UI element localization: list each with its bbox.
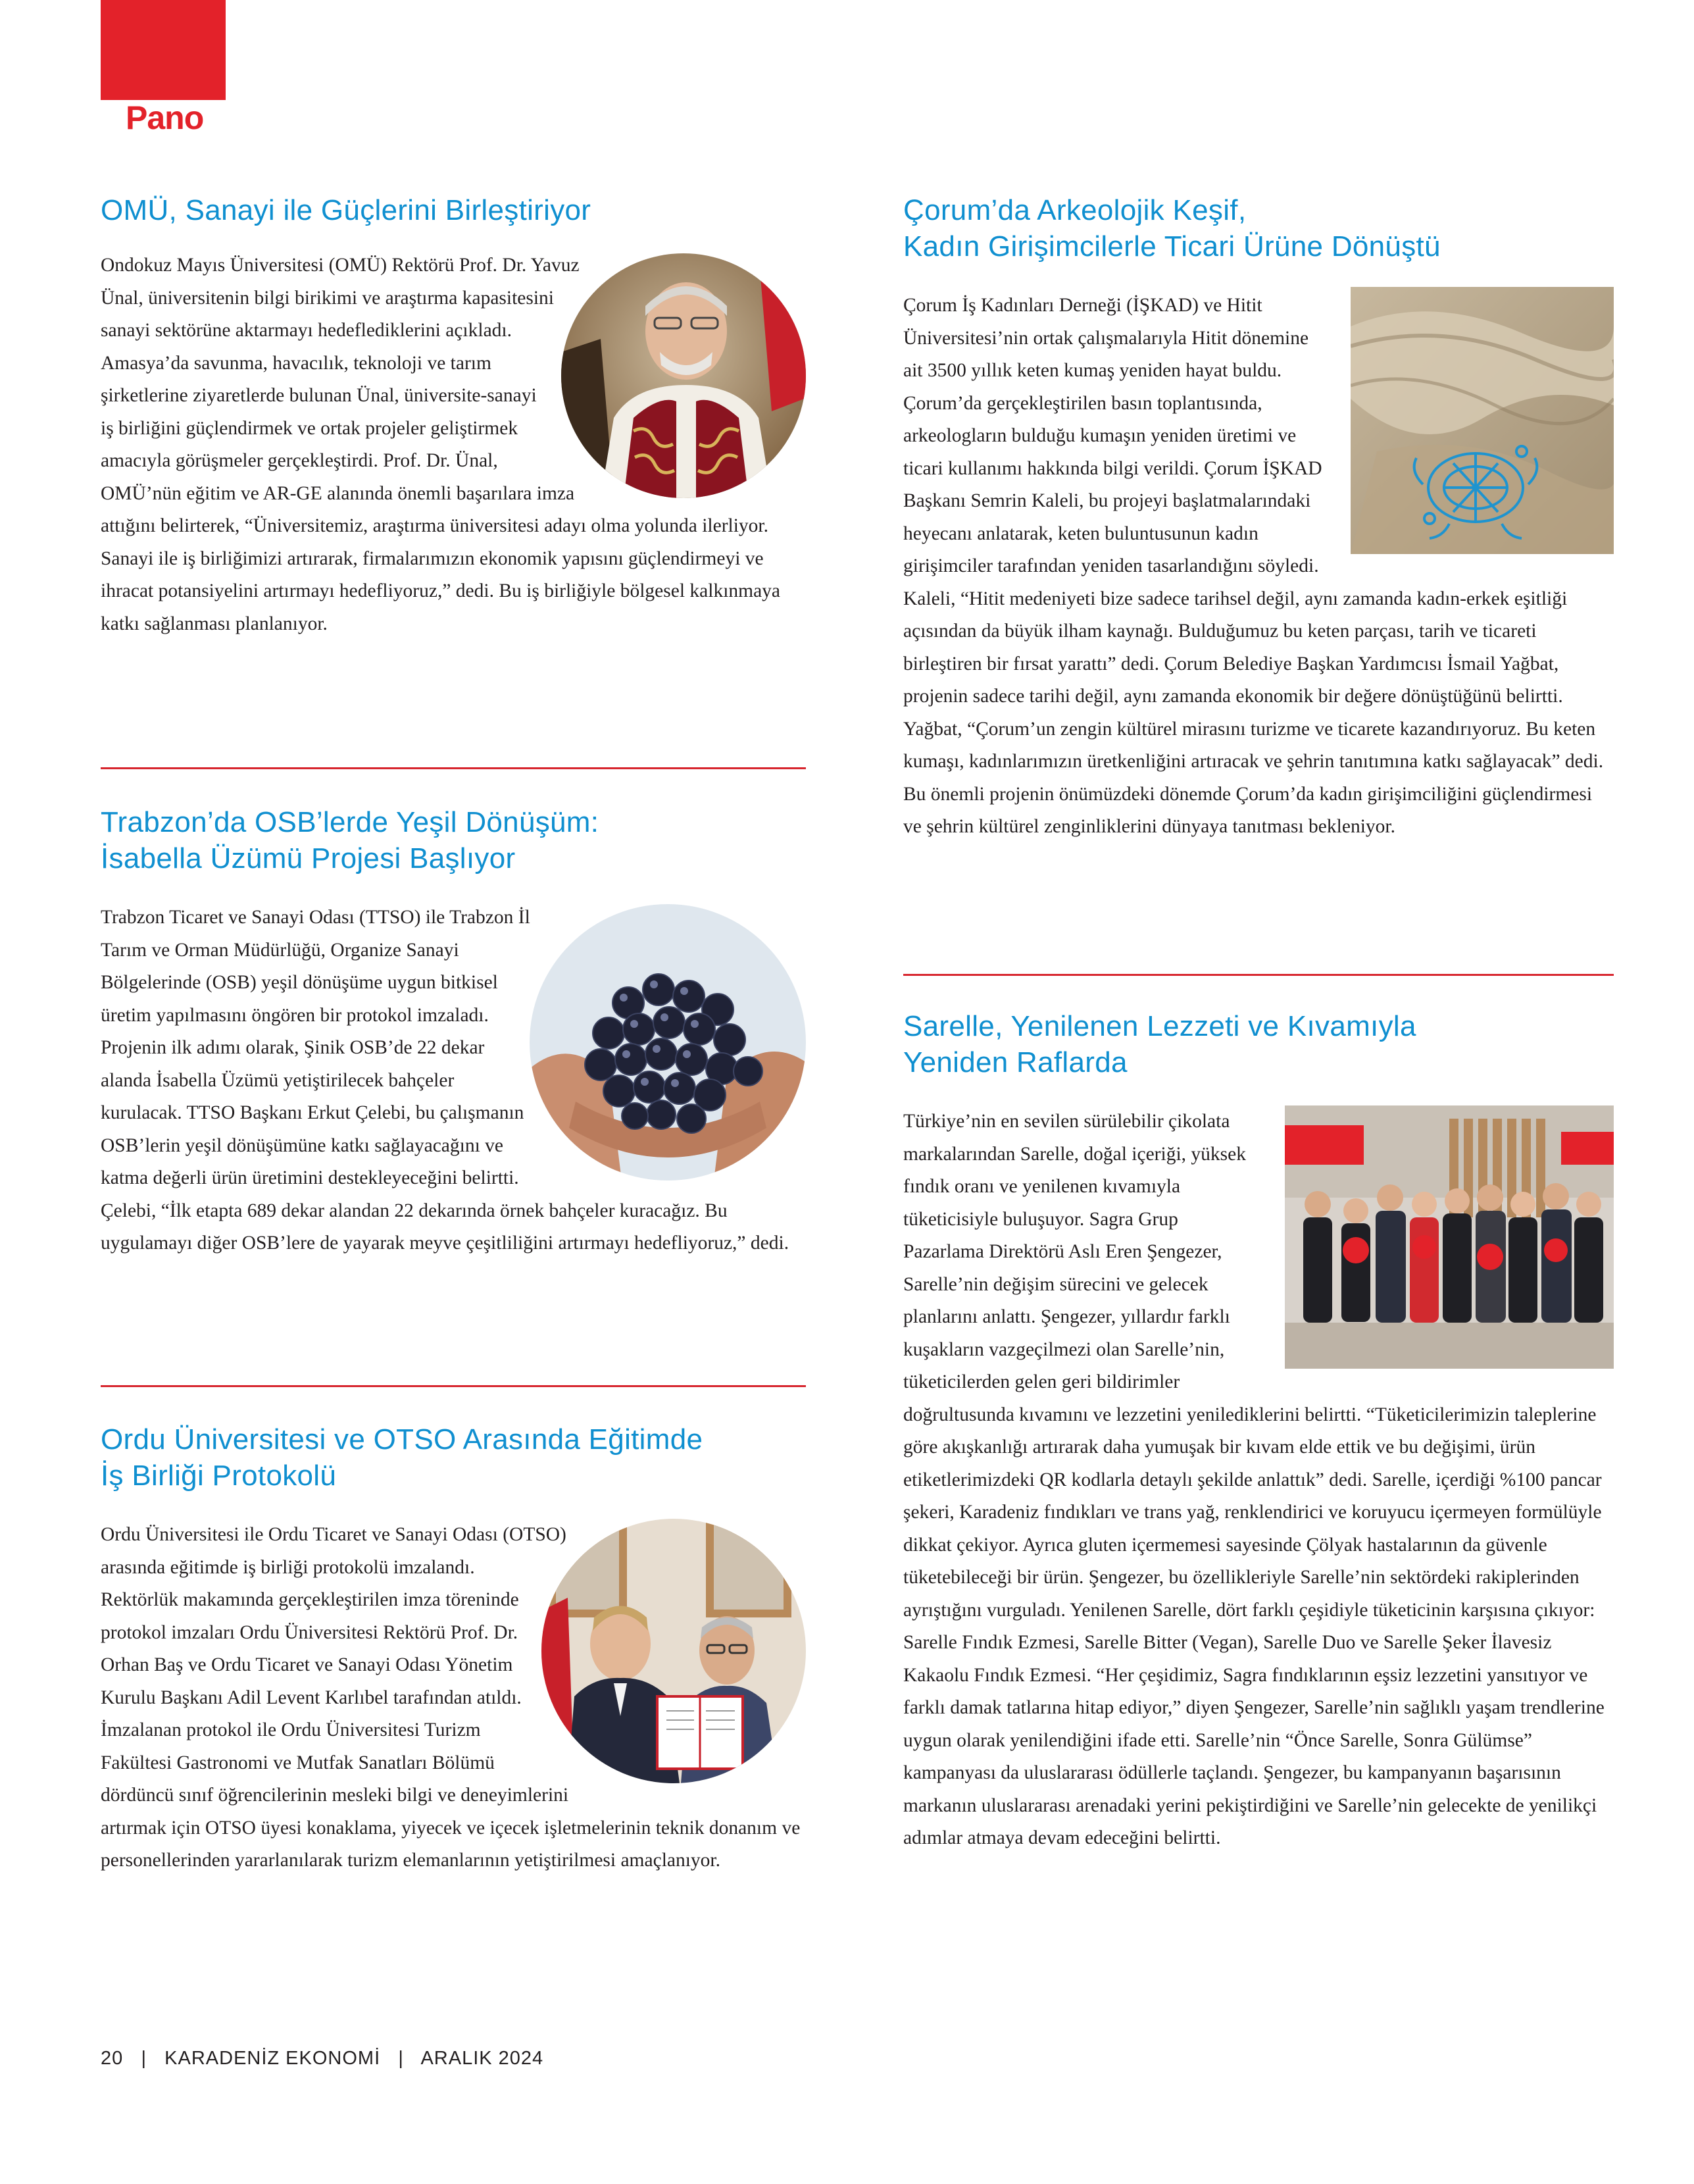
magazine-name: KARADENİZ EKONOMİ	[164, 2048, 381, 2069]
page-footer	[101, 2048, 543, 2070]
article-trabzon	[101, 804, 806, 1260]
issue-date: ARALIK 2024	[420, 2048, 544, 2069]
rector-portrait-photo	[561, 253, 806, 498]
section-label: Pano	[126, 99, 204, 136]
article-headline: OMÜ, Sanayi ile Güçlerini Birleştiriyor	[101, 194, 591, 226]
section-divider	[101, 1385, 806, 1387]
article-body: Ondokuz Mayıs Üniversitesi (OMÜ) Rektörü Prof. Dr. Yavuz Ünal, üniversitenin bilgi birikimi ve araştırma kapasitesini sanayi sektörüne aktarmayı hedeflediklerini açıkladı. Amasya’da savunma, havacılık, teknoloji ve tarım şirketlerine ziyaretlerde bulunan Ünal, üniversite-sanayi iş birliğini güçlendirmek ve ortak projeler geliştirmek amacıyla görüşmeler gerçekleştirdi. Prof. Dr. Ünal, OMÜ’nün eğitim ve AR-GE alanında önemli başarılara imza attığını belirterek, “Üniversitemiz, araştırma üniversitesi adayı olma yolunda ilerliyor. Sanayi ile iş birliğimizi artırarak, firmalarımızın ekonomik yapısını güçlendirmeyi ve ihracat potansiyelini artırmayı hedefliyoruz,” dedi. Bu iş birliğiyle bölgesel kalkınmaya katkı sağlanması planlanıyor.	[101, 249, 806, 640]
grapes-in-hands-photo	[530, 904, 806, 1181]
article-body: Türkiye’nin en sevilen sürülebilir çikolata markalarından Sarelle, doğal içeriği, yüksek fındık oranı ve yenilenen kıvamıyla tüketicisiyle buluşuyor. Sagra Grup Pazarlama Direktörü Aslı Eren Şengezer, Sarelle’nin değişim sürecini ve gelecek planlarını anlattı. Şengezer, yıllardır farklı kuşakların vazgeçilmezi olan Sarelle’nin, tüketicilerden gelen geri bildirimler doğrultusunda kıvamını ve lezzetini yenilediklerini belirtti. “Tüketicilerimizin taleplerine göre akışkanlığı artırarak daha yumuşak bir kıvam elde ettik ve bu değişimi, ürün etiketlerimizdeki QR kodlarla detaylı şekilde anlattık” dedi. Sarelle, içerdiği %100 pancar şekeri, Karadeniz fındıkları ve trans yağ, renklendirici ve koruyucu içermeyen formülüyle dikkat çekiyor. Ayrıca gluten içermemesi sayesinde Çölyak hastalarının da güvenle tüketebileceği bir ürün. Şengezer, bu özellikleriyle Sarelle’nin sektördeki rakiplerinden ayrıştığını vurguladı. Yenilenen Sarelle, dört farklı çeşidiyle tüketicinin karşısına çıkıyor: Sarelle Fındık Ezmesi, Sarelle Bitter (Vegan), Sarelle Duo ve Sarelle Şeker İlavesiz Kakaolu Fındık Ezmesi. “Her çeşidimiz, Sagra fındıklarının eşsiz lezzetini yansıtıyor ve farklı damak tatlarına hitap ediyor,” diyen Şengezer, Sarelle’nin sağlıklı yaşam trendlerine uygun olarak yenilendiğini ifade etti. Sarelle’nin “Önce Sarelle, Sonra Gülümse” kampanyası da uluslararası ödüllerle taçlandı. Şengezer, bu kampanyanın başarısının markanın uluslararası arenadaki yerini pekiştirdiğini ve Sarelle’nin gelecekte de yenilikçi adımlar atmaya devam edeceğini belirtti.	[903, 1105, 1614, 1855]
footer-separator: |	[398, 2048, 404, 2069]
article-headline: Sarelle, Yenilenen Lezzeti ve Kıvamıyla Yeniden Raflarda	[903, 1010, 1416, 1079]
section-divider	[903, 974, 1614, 976]
article-omu	[101, 192, 806, 640]
article-headline: Ordu Üniversitesi ve OTSO Arasında Eğitimde İş Birliği Protokolü	[101, 1423, 703, 1492]
article-ordu	[101, 1421, 806, 1877]
article-sarelle	[903, 1008, 1614, 1855]
page-number: 20	[101, 2048, 124, 2069]
article-body: Çorum İş Kadınları Derneği (İŞKAD) ve Hitit Üniversitesi’nin ortak çalışmalarıyla Hitit dönemine ait 3500 yıllık keten kumaş yeniden hayat buldu. Çorum’da gerçekleştirilen basın toplantısında, arkeologların bulduğu kumaşın yeniden üretimi ve ticari kullanımı hakkında bilgi verildi. Çorum İŞKAD Başkanı Semrin Kaleli, bu projeyi başlatmalarındaki heyecanı anlatarak, keten buluntusunun kadın girişimciler tarafından yeniden tasarlandığını söyledi. Kaleli, “Hitit medeniyeti bize sadece tarihsel değil, aynı zamanda kadın-erkek eşitliği açısından da büyük ilham kaynağı. Bulduğumuz bu keten parçası, tarih ve ticareti birleştiren bir fırsat yarattı” dedi. Çorum Belediye Başkan Yardımcısı İsmail Yağbat, projenin sadece tarihi değil, aynı zamanda ekonomik bir değere dönüştüğünü belirtti. Yağbat, “Çorum’un zengin kültürel mirasını turizme ve ticarete kazandırıyoruz. Bu keten kumaşı, kadınlarımızın üretkenliğini artıracak ve şehrin tanıtımına katkı sağlayacak” dedi. Bu önemli projenin önümüzdeki dönemde Çorum’da kadın girişimciliğini güçlendirmesi ve şehrin kültürel zenginliklerini dünyaya tanıtması bekleniyor.	[903, 290, 1614, 844]
footer-separator: |	[141, 2048, 147, 2069]
article-body: Ordu Üniversitesi ile Ordu Ticaret ve Sanayi Odası (OTSO) arasında eğitimde iş birliği protokolü imzalandı. Rektörlük makamında gerçekleştirilen imza töreninde protokol imzaları Ordu Üniversitesi Rektörü Prof. Dr. Orhan Baş ve Ordu Ticaret ve Sanayi Odası Yönetim Kurulu Başkanı Adil Levent Karlıbel tarafından atıldı. İmzalanan protokol ile Ordu Üniversitesi Turizm Fakültesi Gastronomi ve Mutfak Sanatları Bölümü dördüncü sınıf öğrencilerinin mesleki bilgi ve deneyimlerini artırmak için OTSO üyesi konaklama, yiyecek ve içecek işletmelerinin teknik donanım ve personellerinden yararlanılarak turizm elemanlarının yetiştirilmesi amaçlanıyor.	[101, 1519, 806, 1877]
section-divider	[101, 767, 806, 769]
linen-fabric-photo	[1351, 287, 1614, 554]
protocol-signing-photo	[541, 1519, 806, 1783]
sarelle-team-photo	[1285, 1105, 1614, 1369]
article-headline: Çorum’da Arkeolojik Keşif, Kadın Girişimcilerle Ticari Ürüne Dönüştü	[903, 194, 1441, 263]
article-body: Trabzon Ticaret ve Sanayi Odası (TTSO) ile Trabzon İl Tarım ve Orman Müdürlüğü, Organize Sanayi Bölgelerinde (OSB) yeşil dönüşüme uygun bitkisel üretim yapılmasını öngören bir protokol imzaladı. Projenin ilk adımı olarak, Şinik OSB’de 22 dekar alanda İsabella Üzümü yetiştirilecek bahçeler kurulacak. TTSO Başkanı Erkut Çelebi, bu çalışmanın OSB’lerin yeşil dönüşümüne katkı sağlayacağını ve katma değerli ürün üretimini destekleyeceğini belirtti. Çelebi, “İlk etapta 689 dekar alandan 22 dekarında örnek bahçeler kuracağız. Bu uygulamayı diğer OSB’lere de yayarak meyve çeşitliliğini artırmayı hedefliyoruz,” dedi.	[101, 902, 806, 1260]
section-tab-block	[101, 0, 226, 100]
article-corum	[903, 192, 1614, 844]
article-headline: Trabzon’da OSB’lerde Yeşil Dönüşüm: İsabella Üzümü Projesi Başlıyor	[101, 806, 599, 875]
